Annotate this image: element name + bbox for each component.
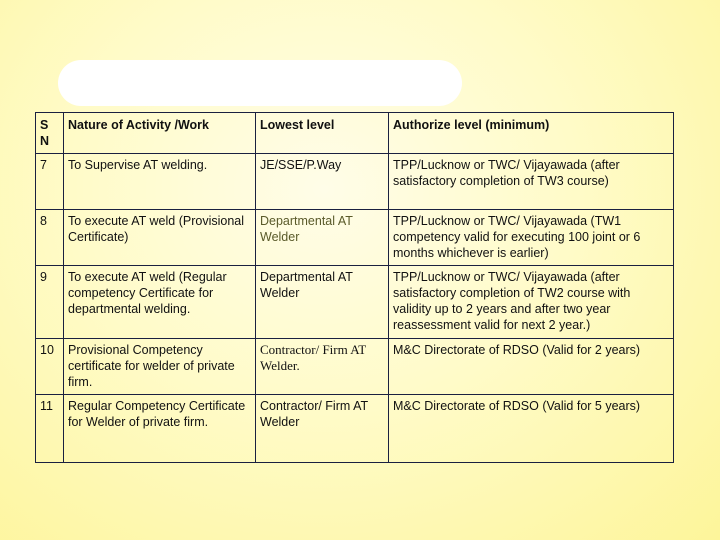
table-row [36,266,674,339]
header-sn: S N [36,113,64,154]
header-authorize-level: Authorize level (minimum) [389,113,674,154]
row-authorize-level: TPP/Lucknow or TWC/ Vijayawada (TW1 competency valid for executing 100 joint or 6 months whichever is earlier) [389,210,674,266]
row-authorize-level: TPP/Lucknow or TWC/ Vijayawada (after satisfactory completion of TW3 course) [389,154,674,210]
table-row [36,154,674,210]
row-sn: 11 [36,395,64,463]
row-lowest-level: Contractor/ Firm AT Welder. [256,339,389,395]
table-header-row [36,113,674,154]
table-row [36,395,674,463]
row-activity: To Supervise AT welding. [64,154,256,210]
row-activity: Provisional Competency certificate for welder of private firm. [64,339,256,395]
row-sn: 8 [36,210,64,266]
row-activity: Regular Competency Certificate for Welder of private firm. [64,395,256,463]
row-sn: 7 [36,154,64,210]
table-row [36,210,674,266]
row-activity: To execute AT weld (Regular competency Certificate for departmental welding. [64,266,256,339]
title-banner [58,60,462,106]
row-authorize-level: M&C Directorate of RDSO (Valid for 2 years) [389,339,674,395]
row-authorize-level: TPP/Lucknow or TWC/ Vijayawada (after satisfactory completion of TW2 course with validity up to 2 years and after two year reassessment valid for next 2 year.) [389,266,674,339]
row-lowest-level: Departmental AT Welder [256,266,389,339]
header-lowest-level: Lowest level [256,113,389,154]
row-lowest-level: Contractor/ Firm AT Welder [256,395,389,463]
row-sn: 9 [36,266,64,339]
row-lowest-level: JE/SSE/P.Way [256,154,389,210]
table-row [36,339,674,395]
row-authorize-level: M&C Directorate of RDSO (Valid for 5 years) [389,395,674,463]
header-activity: Nature of Activity /Work [64,113,256,154]
row-sn: 10 [36,339,64,395]
row-activity: To execute AT weld (Provisional Certificate) [64,210,256,266]
row-lowest-level: Departmental AT Welder [256,210,389,266]
activity-authorization-table [35,112,674,463]
